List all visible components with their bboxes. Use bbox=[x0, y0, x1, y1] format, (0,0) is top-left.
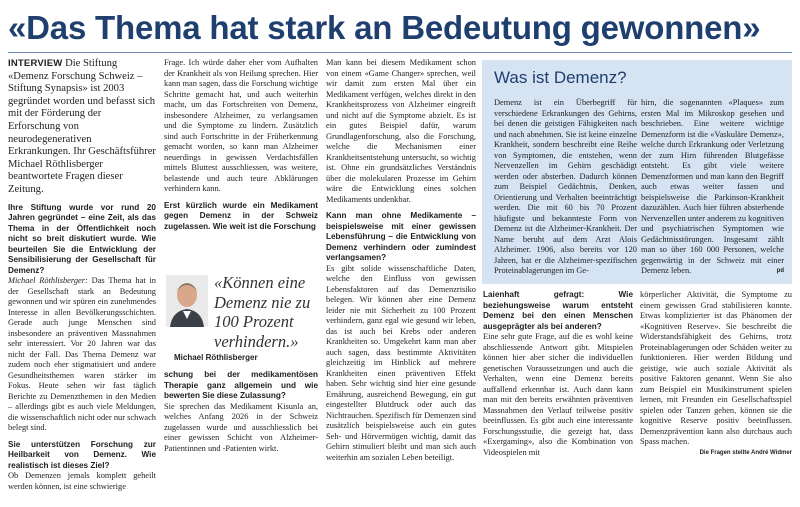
column-3 bbox=[326, 58, 476, 463]
answer-4: Sie sprechen das Medikament Kisunla an, welches Anfang 2026 in der Schweiz zugelassen wurde und ausschliesslich bei einer gewissen Schicht von Alzheimer-Patientinnen und -Patienten wirkt. bbox=[164, 401, 318, 453]
answer-4-continued: Man kann bei diesem Medikament schon von einem «Game Changer» sprechen, weil wir damit zum ersten Mal über ein Medikament verfügen, welches direkt in den Krankheitsprozess von Alzheimer eingreift und nicht auf die Symptome abzielt. Es ist ein gutes Beispiel dafür, warum Grundlagenforschung, also die Forschung, welche die Mechanismen einer Krankheitsentstehung untersucht, so wichtig ist. Ohne ein grundsätzliches Verständnis über die molekularen Prozesse im Gehirn wäre die Entwicklung eines solchen Medikaments undenkbar. bbox=[326, 58, 476, 204]
column-2-lower bbox=[164, 370, 318, 454]
answer-2-continued: Frage. Ich würde daher eher vom Aufhalten der Krankheit als von Heilung sprechen. Hier kann man sagen, dass die Forschung wichtige Schritte gemacht hat, und auch weiterhin macht, um das Fortschreiten von Demenz, insbesondere Alzheimer, zu verlangsamen und die Symptome zu lindern. Zusätzlich sind auch Fortschritte in der Früherkennung gemacht worden, so kann man Alzheimer neuerdings in gewissen Verdachtsfällen mittels Bluttest ausschliessen, was weitere, belastende und auch teure Abklärungen verhindern kann. bbox=[164, 58, 318, 193]
answer-1 bbox=[8, 276, 156, 434]
answer-2: Ob Demenzen jemals komplett geheilt werden können, ist eine schwierige bbox=[8, 471, 156, 491]
answer-6-continued: körperlicher Aktivität, die Symptome zu einem gewissen Grad stabilisieren konnte. Etwas komplizierter ist das Phänomen der «Kognitiven Reserve». Sie beschreibt die Widerstandsfähigkeit des Gehirns, trotz Proteinablagerungen oder Schäden weiter zu funktionieren. Hier werden Bildung und geistige, wie auch soziale Aktivität als positive Faktoren genannt. Wenn Sie also zum Beispiel ein Musikinstrument spielen lernen, mit Freunden ein Gesellschaftsspiel spielen oder Tanzen gehen, können sie die kognitive Reserve positiv beeinflussen. Demenzprävention kann also durchaus auch Spass machen. bbox=[640, 290, 792, 446]
headline-divider bbox=[8, 52, 792, 53]
answer-1-text: Das Thema hat in der Gesellschaft stark an Bedeutung gewonnen und wir spüren ein zunehmendes Interesse in allen Bevölkerungsschichten. Gerade auch junge Menschen sind insbesondere an präventiven Massnahmen sehr interessiert. Vor 20 Jahren war das nicht der Fall. Das Thema Demenz war zudem noch eher stigmatisiert und andere Gesundheitsthemen waren stärker im Fokus. Heute sehen wir fast täglich Berichte zu Demenzthemen in den Medien – allerdings gibt es auch viele Meldungen, die wissenschaftlich nicht oder nur schwach belegt sind. bbox=[8, 276, 156, 433]
quote-text: «Können eine Demenz nie zu 100 Prozent verhindern.» bbox=[214, 273, 311, 351]
answer-5: Es gibt solide wissenschaftliche Daten, welche den Einfluss von gewissen Lebensfaktoren auf das Demenzrisiko belegen. Wir können aber eine Demenz leider nie mit Sicherheit zu 100 Prozent verhindern, ganz egal wie gesund wir leben, das ist auch bei Krebs oder anderen Krankheiten so. Umgekehrt kann man aber auch sagen, dass bestimmte Aktivitäten gleichzeitig im Hinblick auf mehrere Krankheiten einen präventiven Effekt haben. Sehr wichtig sind hier eine gesunde Ernährung, ausreichend Bewegung, ein gut eingestellter Blutdruck oder auch das Nichtrauchen. Spezifisch für Demenzen sind zusätzlich beispielsweise auch ein gutes Seh- und Hörvermögen wichtig, damit das Gehirn stimuliert bleibt und man sich auch weiterhin am sozialen Leben beteiligt. bbox=[326, 263, 476, 462]
lead-paragraph bbox=[8, 58, 156, 197]
question-2: Sie unterstützen Forschung zur Heilbarkeit von Demenz. Wie realistisch ist dieses Ziel? bbox=[8, 439, 156, 470]
headline: «Das Thema hat stark an Bedeutung gewonnen» bbox=[8, 9, 761, 46]
info-box-column-1: Demenz ist ein Überbegriff für verschiedene Erkrankungen des Gehirns, bei denen die geistigen Fähigkeiten nach und nach abnehmen. Sie ist keine einzelne Krankheit, sondern beschreibt eine Reihe von Symptomen, die entstehen, wenn Nervenzellen im Gehirn geschädigt werden oder absterben. Dadurch können zum Beispiel Gedächtnis, Denken, Orientierung und Verhalten beeinträchtigt werden. Die mit 60 bis 70 Prozent häufigste und bekannteste Form von Demenz ist die Alzheimer-Krankheit. Der Name beruht auf dem Arzt Alois Alzheimer. 1906, also bereits vor 120 Jahren, hat er die Alzheimer-spezifischen Proteinablagerungen im Ge- bbox=[494, 98, 637, 275]
column-1 bbox=[8, 58, 156, 492]
info-box-column-2 bbox=[641, 98, 784, 277]
question-3: Erst kürzlich wurde ein Medikament gegen Demenz in der Schweiz zugelassen. Wie weit ist die Forschung bbox=[164, 200, 318, 231]
pull-quote bbox=[166, 273, 316, 362]
kicker: INTERVIEW bbox=[8, 58, 63, 69]
question-6: Laienhaft gefragt: Wie beziehungsweise warum entsteht Demenz bei den einen Menschen ausgeprägter als bei anderen? bbox=[483, 290, 633, 331]
question-5: Kann man ohne Medikamente – beispielsweise mit einer gewissen Lebensführung – die Entwicklung von Demenz verhindern oder zumindest verlangsamen? bbox=[326, 211, 476, 262]
interview-credit: Die Fragen stellte André Widmer bbox=[699, 449, 792, 456]
column-4 bbox=[483, 290, 633, 458]
column-2 bbox=[164, 58, 318, 232]
info-box-title: Was ist Demenz? bbox=[494, 68, 627, 87]
info-box bbox=[482, 60, 792, 284]
answer-author: Michael Röthlisberger: bbox=[8, 276, 88, 286]
question-1: Ihre Stiftung wurde vor rund 20 Jahren gegründet – eine Zeit, als das Thema in der Öffentlichkeit noch nicht so breit diskutiert wurde. Wie beurteilen Sie die Entwicklung der Sensibilisierung der Gesellschaft für Demenz? bbox=[8, 202, 156, 275]
column-5 bbox=[640, 290, 792, 458]
answer-6: Eine sehr gute Frage, auf die es wohl keine abschliessende Antwort gibt. Mitspielen können hier aber sicher die individuellen genetischen Voraussetzungen und auch die Verhalten, wenn eine Demenz bereits auffallend erkennbar ist. Auch dann kann man mit den bereits erwähnten präventiven Massnahmen den Verlauf teilweise positiv beeinflussen. Es gibt auch eine interessante Forschungsstudie, die gezeigt hat, dass «Exergaming», also die Kombination von Videospielen mit bbox=[483, 332, 633, 457]
quote-attribution: Michael Röthlisberger bbox=[174, 353, 258, 362]
portrait-photo bbox=[166, 275, 208, 327]
photo-source: pd bbox=[776, 268, 784, 274]
lead-text: Die Stiftung «Demenz Forschung Schweiz – Stiftung Synapsis» ist 2003 gegründet worden und befasst sich mit der Förderung der Erforschung von neurodegenerativen Erkrankungen. Ihr Geschäftsführer Michael Röthlisberger beantwortete Fragen dieser Zeitung. bbox=[8, 58, 156, 195]
question-4: schung bei der medikamentösen Therapie ganz allgemein und wie bewerten Sie diese Zulassung? bbox=[164, 370, 318, 400]
info-box-column-2-text: hirn, die sogenannten «Plaques» zum ersten Mal im Mikroskop gesehen und beschrieben. Eine weitere wichtige Demenzform ist die «Vaskuläre Demenz», welche durch Erkrankung oder Verletzung der zum Hirn führenden Blutgefässe entsteht. Es gibt viele weitere Demenzformen und man kann den Begriff auch etwas weiter fassen und beispielsweise die Parkinson-Krankheit dazuzählen. Auch hier führen absterbende Nervenzellen unter anderem zu kognitiven und psychiatrischen Symptomen wie Gedächtnisstörungen. Insgesamt zählt man so über 160 000 Personen, welche gegenwärtig in der Schweiz mit einer Demenz leben. bbox=[641, 98, 784, 275]
